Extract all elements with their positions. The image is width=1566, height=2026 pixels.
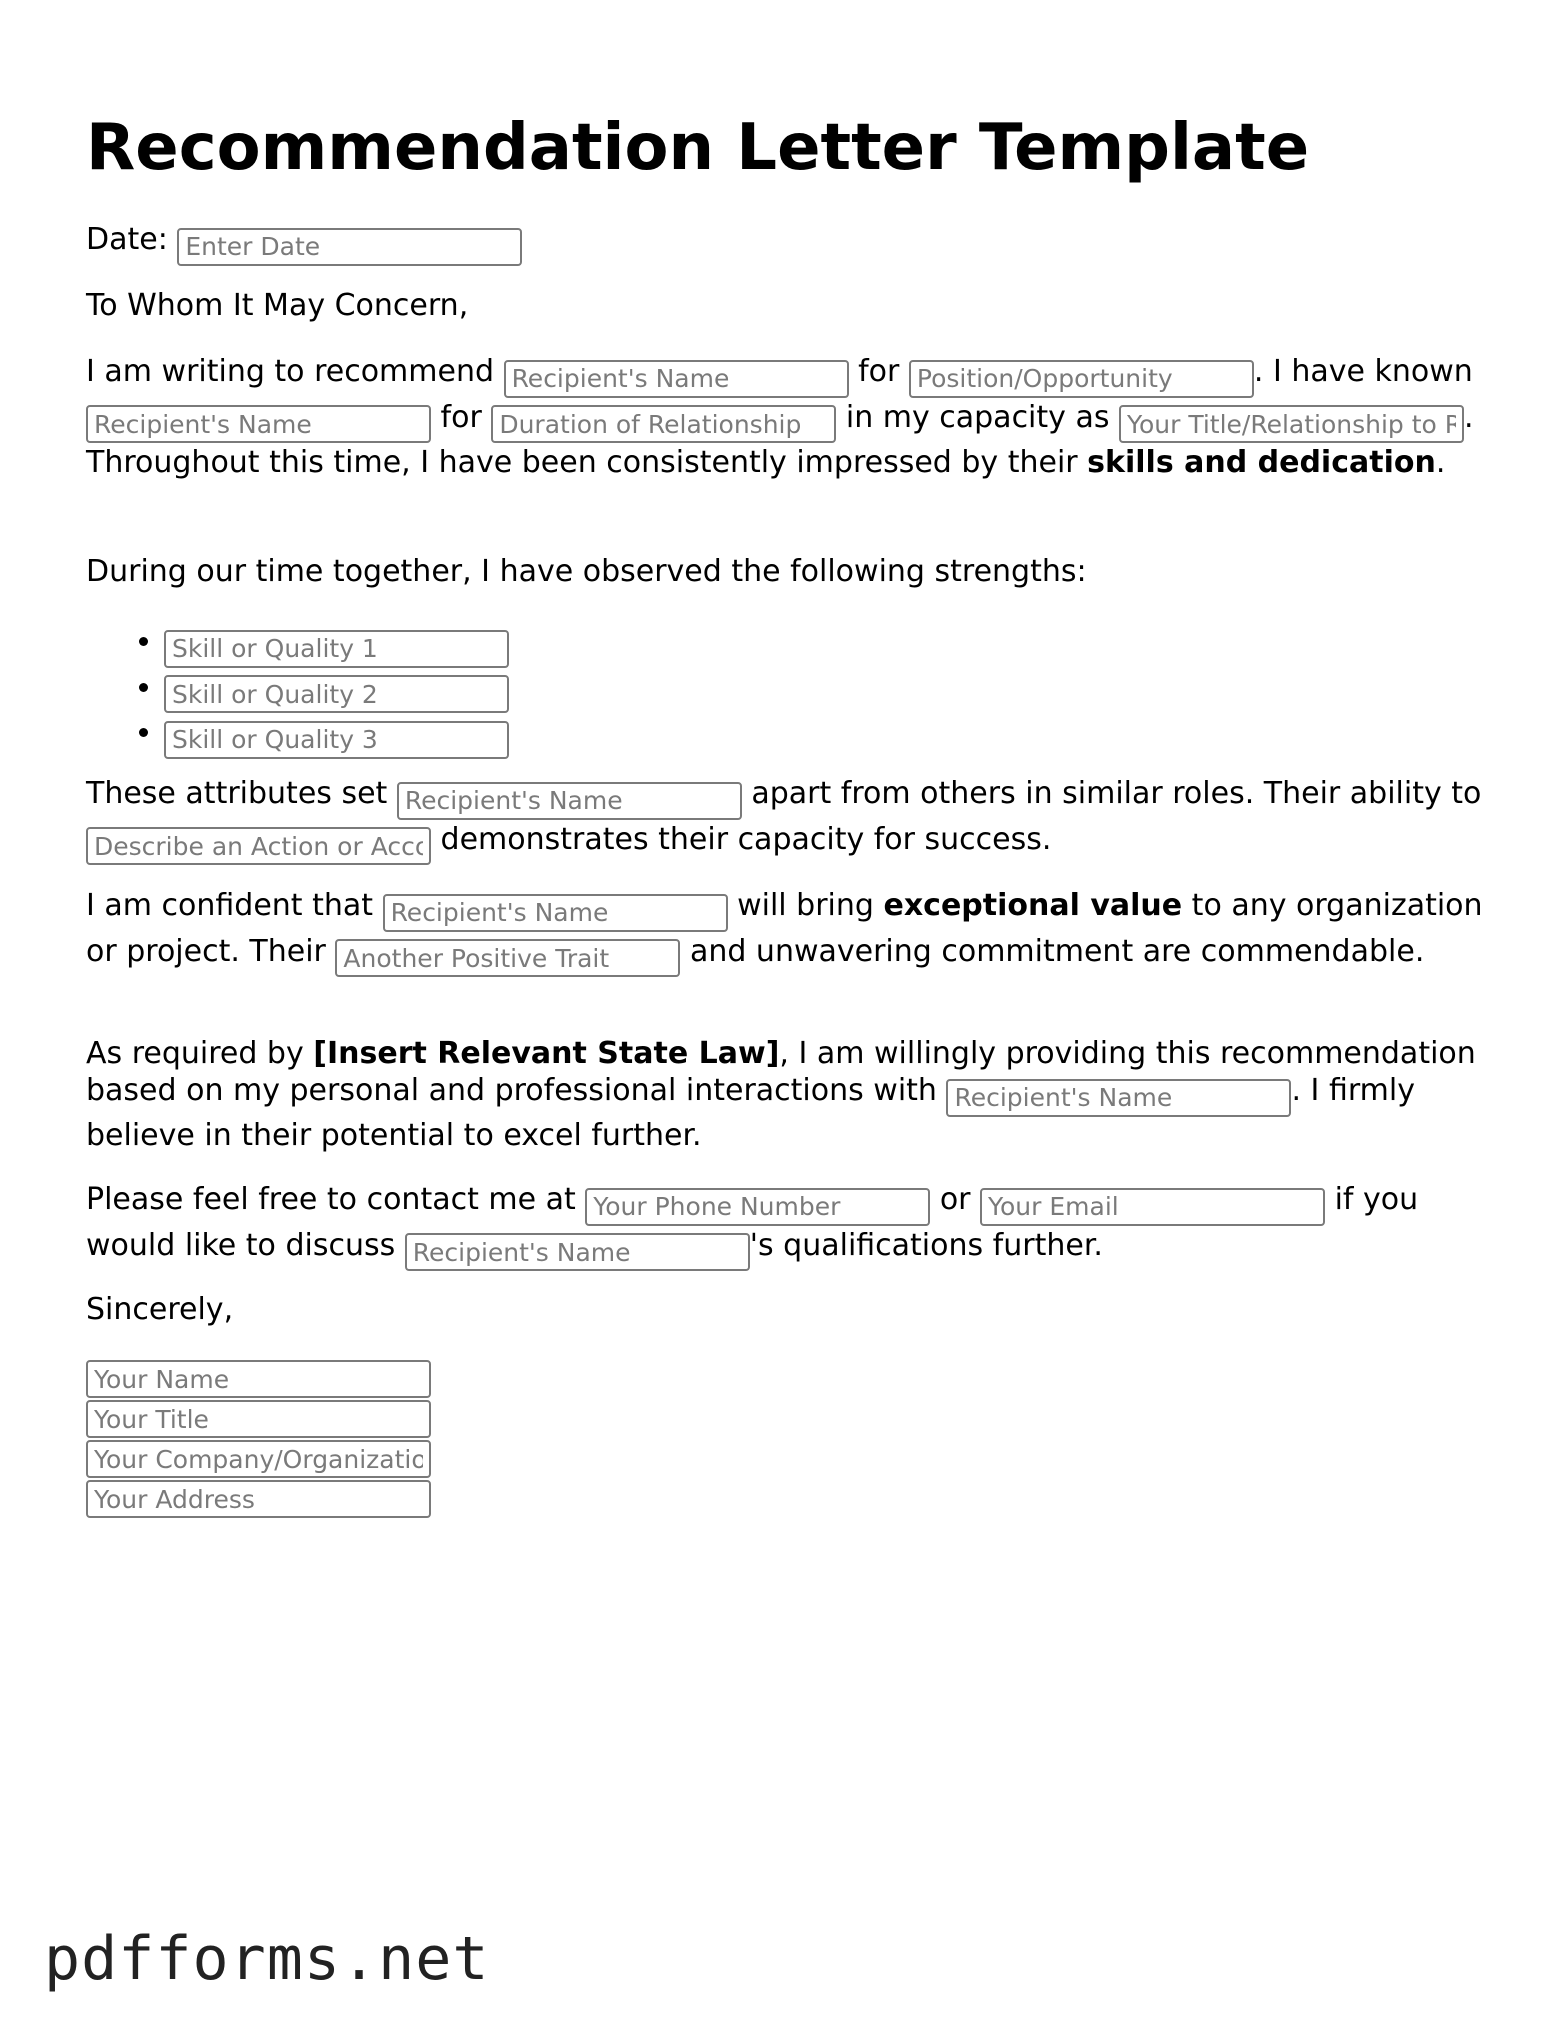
text: , I am willingly providing this recommendation based on my personal and professional interactions with <box>86 1036 1476 1108</box>
text: Please feel free to contact me at <box>86 1182 586 1217</box>
text: demonstrates their capacity for success. <box>431 821 1052 857</box>
text: As required by <box>86 1036 314 1071</box>
text: I am confident that <box>86 888 383 923</box>
paragraph-intro <box>86 352 1486 483</box>
bold-text: [Insert Relevant State Law] <box>313 1036 780 1071</box>
your-title-input[interactable] <box>86 1400 431 1438</box>
text: . Throughout this time, I have been consistently impressed by their <box>86 399 1474 480</box>
recipient-name-input[interactable] <box>504 360 849 398</box>
paragraph-attributes <box>86 774 1486 865</box>
accomplishment-input[interactable] <box>86 827 431 865</box>
text: if you would like to discuss <box>86 1182 1419 1263</box>
positive-trait-input[interactable] <box>335 939 680 977</box>
text: I am writing to recommend <box>86 354 504 389</box>
bold-text: skills and dedication <box>1087 445 1436 480</box>
watermark: pdfforms.net <box>44 1924 490 1994</box>
text: to any organization or project. Their <box>86 888 1483 969</box>
text: . <box>1435 445 1446 480</box>
your-company-input[interactable] <box>86 1440 431 1478</box>
relationship-title-input[interactable] <box>1119 405 1464 443</box>
date-label: Date: <box>86 222 168 257</box>
recipient-name-input[interactable] <box>397 782 742 820</box>
signature-block <box>86 1360 431 1520</box>
text: or <box>930 1182 981 1217</box>
text: . I have known <box>1253 354 1473 389</box>
list-item <box>164 622 509 668</box>
page-title: Recommendation Letter Template <box>86 111 1310 185</box>
salutation: To Whom It May Concern, <box>86 288 469 323</box>
recipient-name-input[interactable] <box>383 894 728 932</box>
position-input[interactable] <box>909 360 1254 398</box>
skill-input-2[interactable] <box>164 675 509 713</box>
paragraph-state-law <box>86 1035 1486 1154</box>
text: . I firmly believe in their potential to excel further. <box>86 1073 1415 1153</box>
text: apart from others in similar roles. Their ability to <box>741 776 1482 811</box>
duration-input[interactable] <box>491 405 836 443</box>
list-item <box>164 713 509 759</box>
text: will bring <box>727 888 884 923</box>
recipient-name-input[interactable] <box>405 1233 750 1271</box>
text: for <box>431 399 492 435</box>
date-input[interactable] <box>177 228 522 266</box>
skill-input-1[interactable] <box>164 630 509 668</box>
date-line <box>86 220 1486 266</box>
skill-input-3[interactable] <box>164 721 509 759</box>
text: and unwavering commitment are commendable. <box>680 933 1425 969</box>
list-item <box>164 668 509 714</box>
phone-input[interactable] <box>585 1188 930 1226</box>
text: These attributes set <box>86 776 397 811</box>
your-name-input[interactable] <box>86 1360 431 1398</box>
paragraph-strengths: During our time together, I have observed the following strengths: <box>86 554 1087 589</box>
text: in my capacity as <box>836 399 1119 435</box>
bold-text: exceptional value <box>883 888 1183 923</box>
recipient-name-input[interactable] <box>86 405 431 443</box>
email-input[interactable] <box>980 1188 1325 1226</box>
text: 's qualifications further. <box>749 1227 1103 1263</box>
paragraph-confidence <box>86 886 1486 977</box>
text: for <box>848 354 909 389</box>
recipient-name-input[interactable] <box>946 1079 1291 1117</box>
closing: Sincerely, <box>86 1292 234 1327</box>
paragraph-contact <box>86 1180 1486 1271</box>
your-address-input[interactable] <box>86 1480 431 1518</box>
skills-list <box>86 622 509 759</box>
